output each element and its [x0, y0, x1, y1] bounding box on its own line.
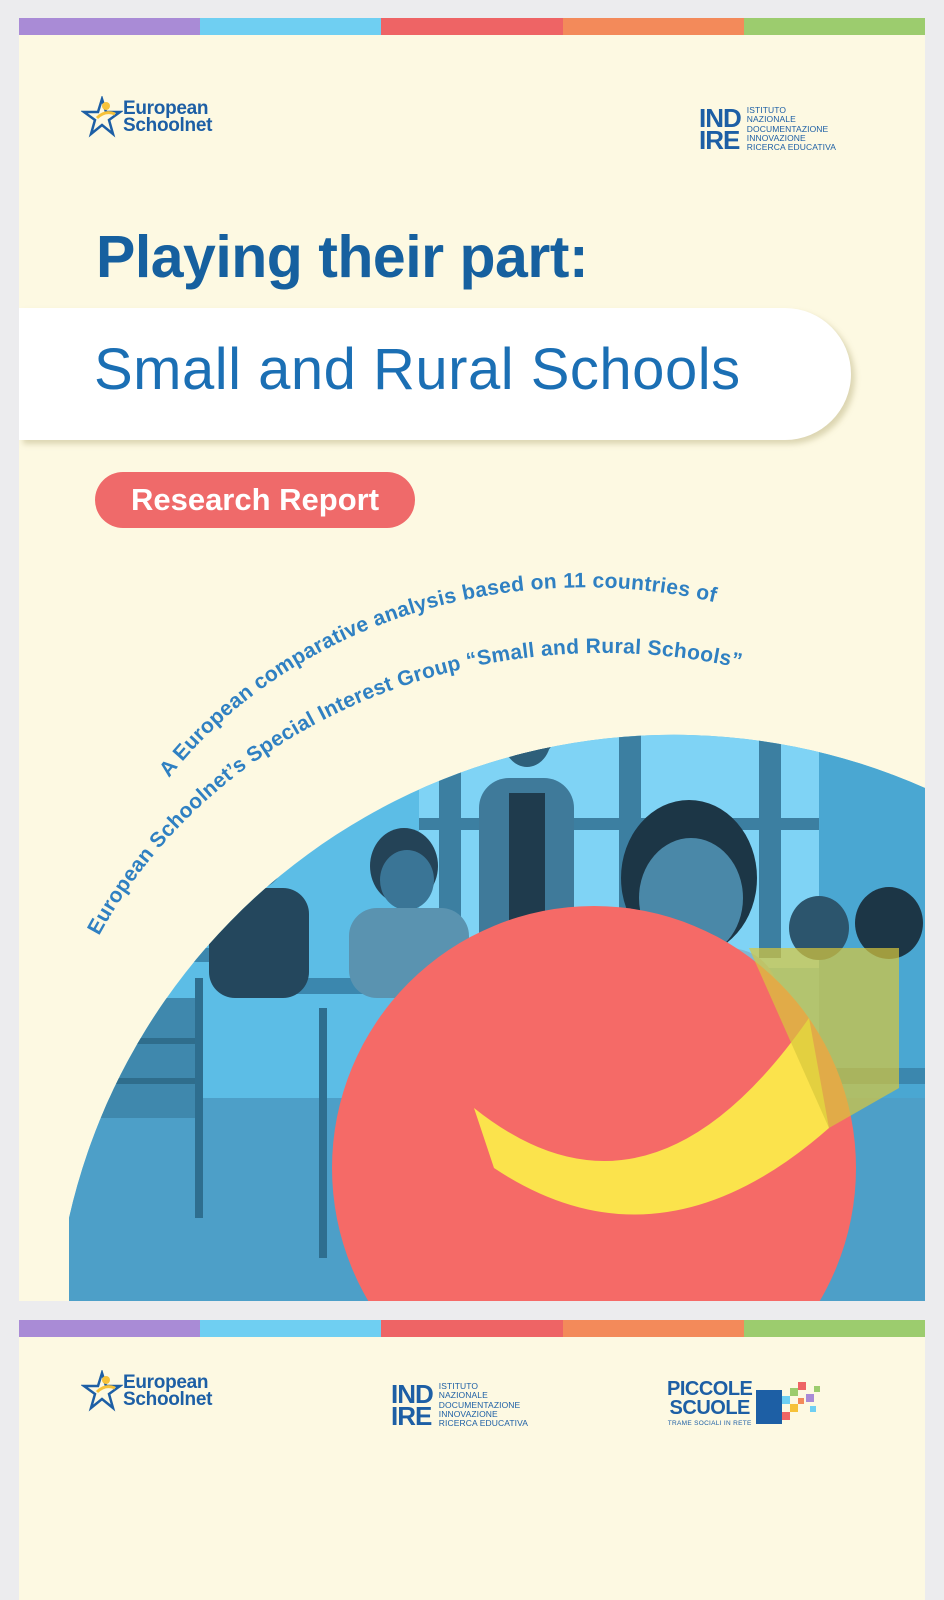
esn-logo-line2: Schoolnet: [123, 1389, 213, 1410]
piccole-line1: PICCOLE: [667, 1377, 753, 1400]
report-cover-page: [19, 18, 925, 1301]
stripe-segment-purple: [19, 1320, 200, 1337]
indire-line: NAZIONALE: [438, 1390, 488, 1401]
piccole-scuole-logo: [667, 1378, 828, 1428]
piccole-line2: SCUOLE: [669, 1396, 750, 1419]
arc-caption: [19, 18, 925, 1301]
star-icon: [81, 1370, 123, 1412]
arc-caption-line2: [83, 635, 744, 939]
indire-line: RICERCA EDUCATIVA: [438, 1418, 529, 1429]
indire-mark-bottom: IRE: [391, 1401, 432, 1432]
indire-logo: [391, 1379, 529, 1432]
indire-line: INNOVAZIONE: [746, 132, 806, 143]
piccole-tagline: TRAME SOCIALI IN RETE: [667, 1419, 752, 1427]
second-page: [19, 1320, 925, 1600]
report-title: Playing their part:: [96, 224, 589, 290]
stripe-segment-blue: [200, 1320, 381, 1337]
color-stripe: [19, 1320, 925, 1337]
indire-line: DOCUMENTAZIONE: [438, 1399, 521, 1410]
indire-line: INNOVAZIONE: [438, 1408, 498, 1419]
arc-caption-line1-path: A European comparative analysis based on 11 countries of: [154, 569, 720, 782]
stripe-segment-red: [381, 1320, 562, 1337]
pixel-book-icon: [752, 1378, 828, 1428]
european-schoolnet-logo: [81, 1370, 212, 1412]
esn-logo-line1: European: [123, 98, 209, 119]
indire-line: ISTITUTO: [438, 1381, 479, 1391]
indire-mark-top: IND: [699, 103, 741, 134]
report-subtitle: Small and Rural Schools: [94, 337, 741, 402]
indire-line: ISTITUTO: [746, 105, 787, 115]
esn-logo-line1: European: [123, 1372, 209, 1393]
indire-line: NAZIONALE: [746, 114, 796, 125]
esn-logo-line2: Schoolnet: [123, 115, 213, 136]
stripe-segment-orange: [563, 1320, 744, 1337]
indire-mark-bottom: IRE: [699, 125, 740, 156]
indire-line: RICERCA EDUCATIVA: [746, 142, 837, 153]
badge-label: Research Report: [130, 482, 380, 517]
arc-caption-line2-path: European Schoolnet’s Special Interest Group “Small and Rural Schools”: [83, 634, 745, 939]
indire-line: DOCUMENTAZIONE: [746, 123, 829, 134]
indire-mark-top: IND: [391, 1379, 433, 1410]
stripe-segment-green: [744, 1320, 925, 1337]
